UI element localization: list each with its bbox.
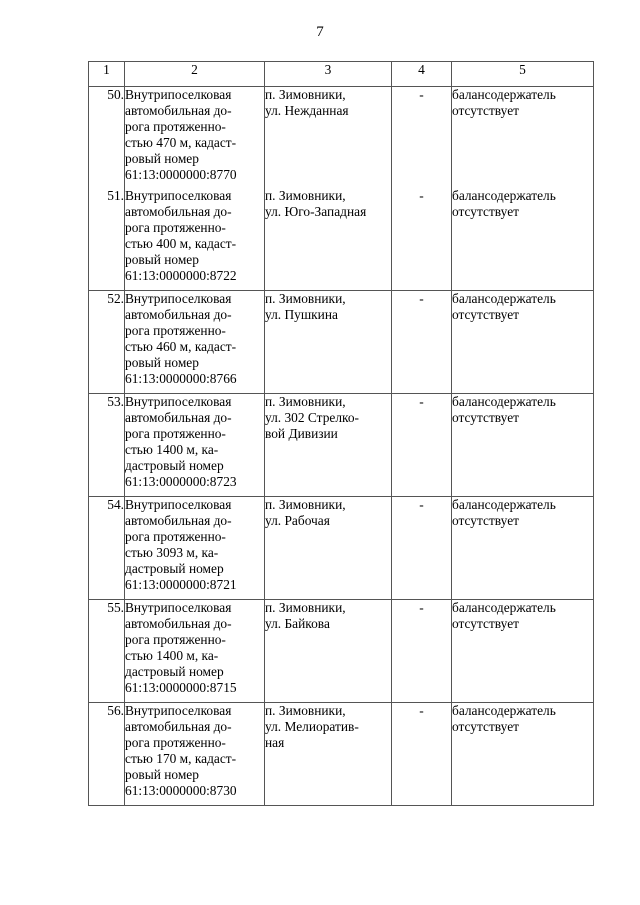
road-registry-table — [88, 61, 594, 806]
column-4-value: - — [392, 600, 452, 703]
row-number: 50. — [89, 87, 125, 189]
road-address: п. Зимовники, ул. Пушкина — [265, 291, 392, 394]
column-header: 4 — [392, 62, 452, 87]
balance-holder: балансодержатель отсутствует — [452, 600, 594, 703]
balance-holder: балансодержатель отсутствует — [452, 188, 594, 291]
road-description: Внутрипоселковая автомобильная до- рога протяженно- стью 400 м, кадаст- ровый номер 61:13:0000000:8722 — [125, 188, 265, 291]
row-number: 56. — [89, 703, 125, 806]
balance-holder: балансодержатель отсутствует — [452, 87, 594, 189]
balance-holder: балансодержатель отсутствует — [452, 497, 594, 600]
table-row — [89, 87, 594, 189]
road-description: Внутрипоселковая автомобильная до- рога протяженно- стью 460 м, кадаст- ровый номер 61:13:0000000:8766 — [125, 291, 265, 394]
table-row — [89, 394, 594, 497]
road-address: п. Зимовники, ул. Юго-Западная — [265, 188, 392, 291]
column-header: 2 — [125, 62, 265, 87]
column-header: 3 — [265, 62, 392, 87]
road-address: п. Зимовники, ул. Нежданная — [265, 87, 392, 189]
column-4-value: - — [392, 87, 452, 189]
road-description: Внутрипоселковая автомобильная до- рога протяженно- стью 170 м, кадаст- ровый номер 61:13:0000000:8730 — [125, 703, 265, 806]
row-number: 51. — [89, 188, 125, 291]
column-4-value: - — [392, 188, 452, 291]
road-description: Внутрипоселковая автомобильная до- рога протяженно- стью 1400 м, ка- дастровый номер 61:13:0000000:8723 — [125, 394, 265, 497]
column-4-value: - — [392, 291, 452, 394]
road-address: п. Зимовники, ул. Байкова — [265, 600, 392, 703]
table-row — [89, 291, 594, 394]
road-description: Внутрипоселковая автомобильная до- рога протяженно- стью 3093 м, ка- дастровый номер 61:13:0000000:8721 — [125, 497, 265, 600]
table-row — [89, 497, 594, 600]
column-4-value: - — [392, 394, 452, 497]
road-description: Внутрипоселковая автомобильная до- рога протяженно- стью 1400 м, ка- дастровый номер 61:13:0000000:8715 — [125, 600, 265, 703]
column-4-value: - — [392, 703, 452, 806]
row-number: 55. — [89, 600, 125, 703]
table-header-row — [89, 62, 594, 87]
table-row — [89, 188, 594, 291]
row-number: 54. — [89, 497, 125, 600]
road-address: п. Зимовники, ул. Рабочая — [265, 497, 392, 600]
column-header: 5 — [452, 62, 594, 87]
row-number: 53. — [89, 394, 125, 497]
table-row — [89, 703, 594, 806]
table-row — [89, 600, 594, 703]
column-header: 1 — [89, 62, 125, 87]
road-address: п. Зимовники, ул. Мелиоратив- ная — [265, 703, 392, 806]
balance-holder: балансодержатель отсутствует — [452, 291, 594, 394]
road-address: п. Зимовники, ул. 302 Стрелко- вой Дивизии — [265, 394, 392, 497]
row-number: 52. — [89, 291, 125, 394]
page-number: 7 — [316, 24, 324, 40]
column-4-value: - — [392, 497, 452, 600]
balance-holder: балансодержатель отсутствует — [452, 703, 594, 806]
road-description: Внутрипоселковая автомобильная до- рога протяженно- стью 470 м, кадаст- ровый номер 61:13:0000000:8770 — [125, 87, 265, 189]
balance-holder: балансодержатель отсутствует — [452, 394, 594, 497]
